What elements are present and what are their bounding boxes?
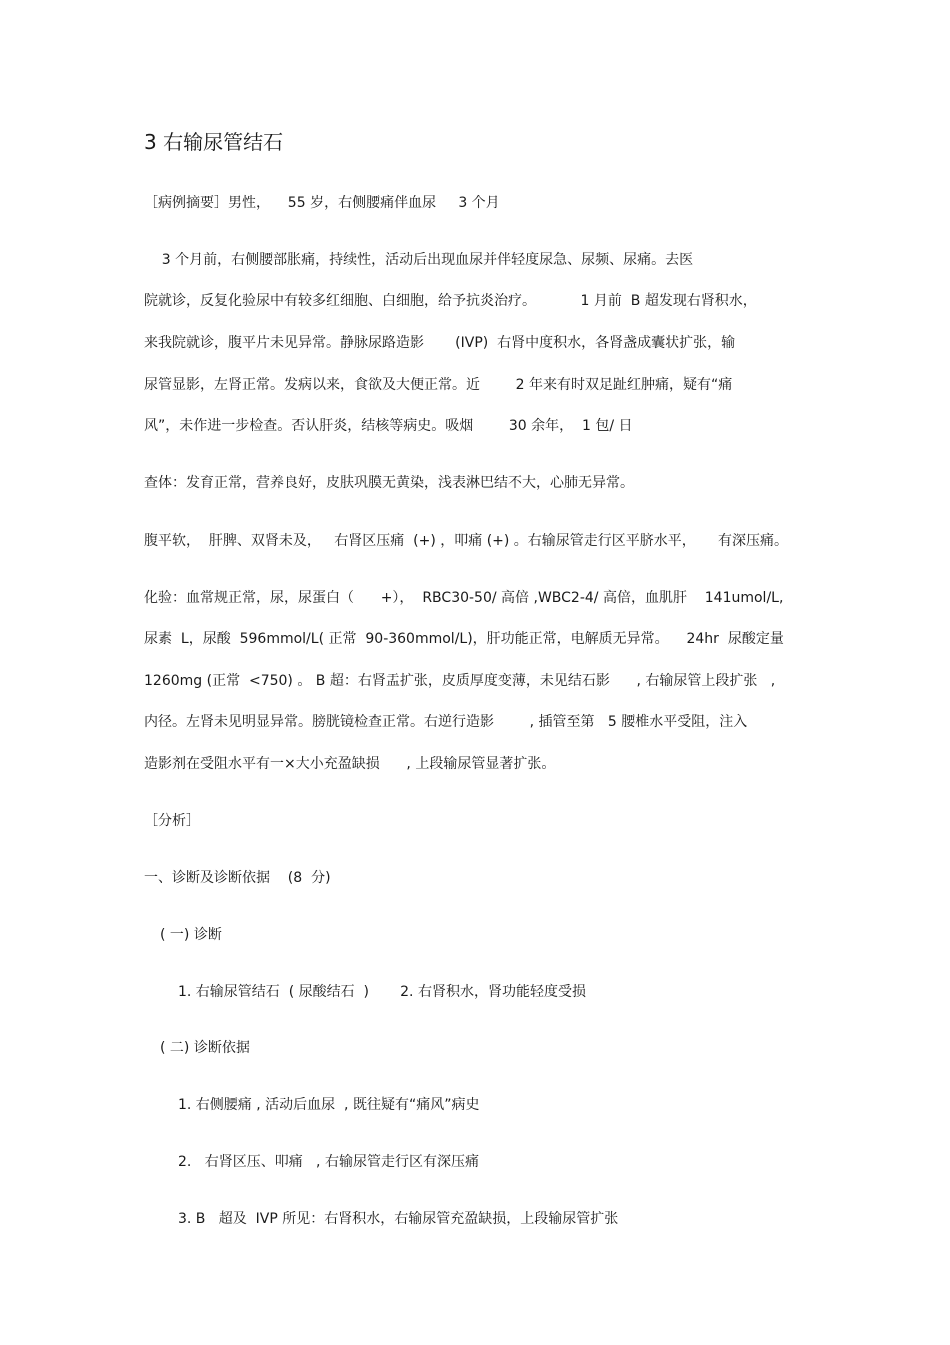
diagnosis-list: 1. 右输尿管结石 ( 尿酸结石 ) 2. 右肾积水，肾功能轻度受损 <box>178 984 586 1000</box>
labs-line-3: 1260mg (正常 <750) 。 B 超：右肾盂扩张，皮质厚度变薄，未见结石影 , 右输尿管上段扩张 , <box>144 673 776 689</box>
history-line-4: 尿管显影，左肾正常。发病以来，食欲及大便正常。近 2 年来有时双足趾红肿痛，疑有“痛 <box>144 377 733 393</box>
basis-item-2: 2. 右肾区压、叩痛 , 右输尿管走行区有深压痛 <box>178 1154 479 1170</box>
section-heading-diagnosis: 一、诊断及诊断依据 (8 分) <box>144 870 331 886</box>
history-line-5: 风”，未作进一步检查。否认肝炎，结核等病史。吸烟 30 余年， 1 包/ 日 <box>144 418 633 434</box>
labs-line-5: 造影剂在受阻水平有一×大小充盈缺损 , 上段输尿管显著扩张。 <box>144 756 556 772</box>
page-title: 3 右输尿管结石 <box>144 130 284 154</box>
subheading-diagnosis: ( 一) 诊断 <box>160 927 222 943</box>
history-line-2: 院就诊，反复化验尿中有较多红细胞、白细胞，给予抗炎治疗。 1 月前 B 超发现右肾积水， <box>144 293 757 309</box>
labs-line-1: 化验：血常规正常，尿，尿蛋白（ +）， RBC30-50/ 高倍 ,WBC2-4/ 高倍，血肌肝 141umol/L, <box>144 590 784 606</box>
labs-line-2: 尿素 L，尿酸 596mmol/L( 正常 90-360mmol/L)，肝功能正常，电解质无异常。 24hr 尿酸定量 <box>144 631 784 647</box>
history-line-3: 来我院就诊，腹平片未见异常。静脉尿路造影 (IVP) 右肾中度积水，各肾盏成囊状扩张，输 <box>144 335 736 351</box>
labs-line-4: 内径。左肾未见明显异常。膀胱镜检查正常。右逆行造影 , 插管至第 5 腰椎水平受阻，注入 <box>144 714 748 730</box>
history-line-1: 3 个月前，右侧腰部胀痛，持续性，活动后出现血尿并伴轻度尿急、尿频、尿痛。去医 <box>144 252 694 268</box>
basis-item-3: 3. B 超及 IVP 所见：右肾积水，右输尿管充盈缺损，上段输尿管扩张 <box>178 1211 619 1227</box>
basis-item-1: 1. 右侧腰痛 , 活动后血尿 , 既往疑有“痛风”病史 <box>178 1097 480 1113</box>
analysis-heading: ［分析］ <box>144 813 200 829</box>
exam-line-1: 查体：发育正常，营养良好，皮肤巩膜无黄染，浅表淋巴结不大，心肺无异常。 <box>144 475 634 491</box>
case-summary: ［病例摘要］男性， 55 岁，右侧腰痛伴血尿 3 个月 <box>144 195 500 211</box>
exam-line-2: 腹平软， 肝脾、双肾未及， 右肾区压痛 (+) ，叩痛 (+) 。右输尿管走行区平脐水平， 有深压痛。 <box>144 533 789 549</box>
subheading-basis: ( 二) 诊断依据 <box>160 1040 250 1056</box>
